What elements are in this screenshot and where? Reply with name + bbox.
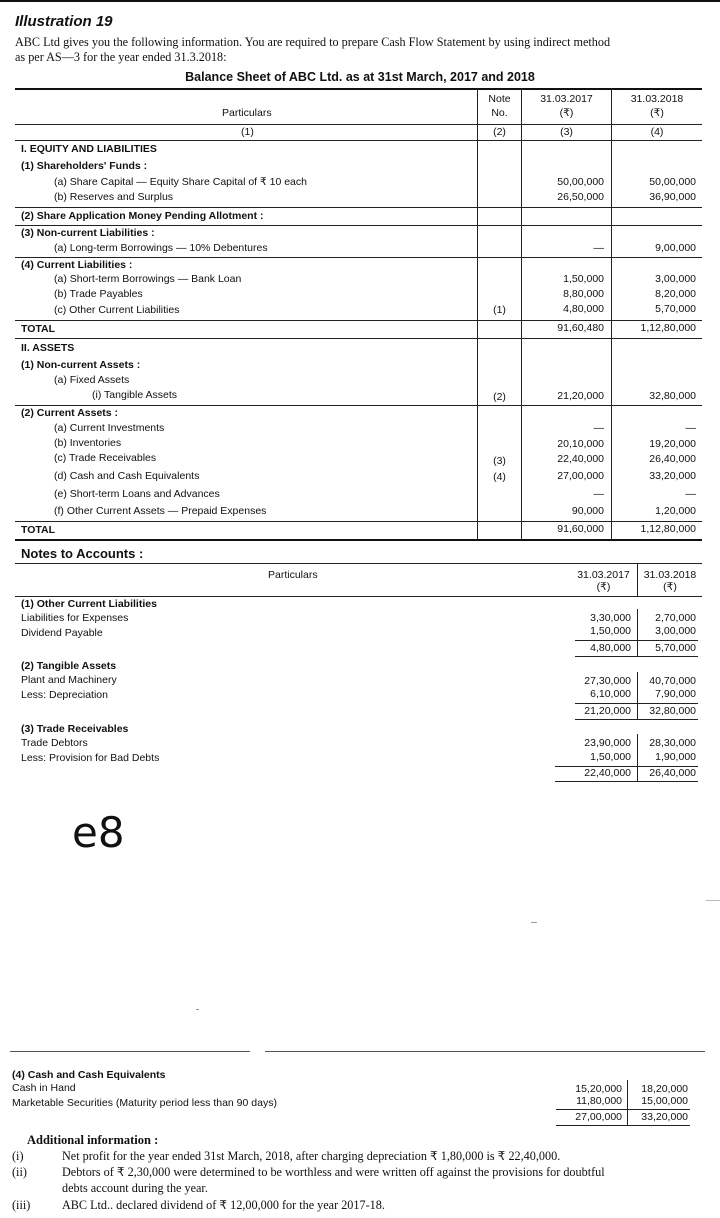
bs-head-no: No. <box>491 107 508 119</box>
note-3-line-1-2018: 28,30,000 <box>649 737 696 749</box>
note-4-total-rule <box>556 1109 690 1110</box>
bs-colnum-3: (3) <box>560 126 573 138</box>
bs-other-current-liabilities: (c) Other Current Liabilities <box>54 304 180 316</box>
note-3-total-2018: 26,40,000 <box>649 767 696 779</box>
bs-reserves: (b) Reserves and Surplus <box>54 191 174 203</box>
note-4-col-line <box>627 1080 628 1125</box>
note-4-head: (4) Cash and Cash Equivalents <box>12 1069 166 1081</box>
bs-tangible-2017: 21,20,000 <box>557 390 604 402</box>
bs-oca-2017: 90,000 <box>571 505 604 517</box>
intro-line-2: as per AS—3 for the year ended 31.3.2018: <box>15 50 227 64</box>
bs-share-capital-2017: 50,00,000 <box>557 176 604 188</box>
note-1-line-2-2017: 1,50,000 <box>590 625 631 637</box>
note-1-line-1: Liabilities for Expenses <box>21 612 129 624</box>
bs-share-capital: (a) Share Capital — Equity Share Capital of ₹ 10 each <box>54 176 307 188</box>
bs-ci-2018: — <box>685 422 696 434</box>
bs-inv-2018: 19,20,000 <box>649 438 696 450</box>
note-1-head: (1) Other Current Liabilities <box>21 598 157 610</box>
scan-rule <box>10 1051 250 1052</box>
additional-i-label: (i) <box>12 1149 24 1163</box>
bs-ltb-2017: — <box>593 242 604 254</box>
bs-cash-2018: 33,20,000 <box>649 470 696 482</box>
bs-head-note: Note <box>488 93 511 105</box>
bs-row-divider <box>15 207 702 208</box>
note-1-total-2018: 5,70,000 <box>655 642 696 654</box>
bs-shareholders-funds: (1) Shareholders' Funds : <box>21 160 148 172</box>
bs-total2-2018: 1,12,80,000 <box>640 523 696 535</box>
bs-tangible-assets: (i) Tangible Assets <box>92 389 178 401</box>
bs-ocl-note: (1) <box>493 304 506 316</box>
bs-share-application: (2) Share Application Money Pending Allotment : <box>21 210 264 222</box>
additional-iii-label: (iii) <box>12 1198 31 1212</box>
note-1-line-1-2018: 2,70,000 <box>655 612 696 624</box>
notes-head-particulars: Particulars <box>268 569 318 581</box>
note-2-col-line <box>637 672 638 719</box>
note-4-line-2: Marketable Securities (Maturity period less than 90 days) <box>12 1097 277 1109</box>
note-3-line-1: Trade Debtors <box>21 737 88 749</box>
note-1-col-line <box>637 609 638 656</box>
bs-long-term-borrowings: (a) Long-term Borrowings — 10% Debentures <box>54 242 268 254</box>
note-2-total-2018: 32,80,000 <box>649 705 696 717</box>
note-4-total-2017: 27,00,000 <box>575 1111 622 1123</box>
bs-cash-equivalents: (d) Cash and Cash Equivalents <box>54 470 200 482</box>
notes-top-border <box>15 563 702 564</box>
additional-title: Additional information : <box>27 1133 159 1147</box>
note-2-line-1-2017: 27,30,000 <box>584 675 631 687</box>
additional-ii-text-1: Debtors of ₹ 2,30,000 were determined to be worthless and were written off against the provisions for doubtful <box>62 1165 605 1179</box>
bs-tr-2018: 26,40,000 <box>649 453 696 465</box>
scan-rule <box>265 1051 705 1052</box>
bs-row-divider <box>15 338 702 339</box>
notes-head-2018: 31.03.2018 <box>643 569 697 581</box>
bs-trade-receivables: (c) Trade Receivables <box>54 452 157 464</box>
note-3-line-2-2017: 1,50,000 <box>590 751 631 763</box>
bs-current-liabilities: (4) Current Liabilities : <box>21 259 133 271</box>
bs-stla-2017: — <box>593 488 604 500</box>
bs-noncurrent-liabilities: (3) Non-current Liabilities : <box>21 227 155 239</box>
bs-stb-2018: 3,00,000 <box>655 273 696 285</box>
bs-tr-2017: 22,40,000 <box>557 453 604 465</box>
bs-head-2018: 31.03.2018 <box>630 93 684 105</box>
bs-cash-2017: 27,00,000 <box>557 470 604 482</box>
bs-colnum-2: (2) <box>493 126 506 138</box>
bs-current-investments: (a) Current Investments <box>54 422 165 434</box>
bs-head-2017-rupee: (₹) <box>559 107 574 119</box>
bs-row-divider <box>15 225 702 226</box>
illustration-title: Illustration 19 <box>15 13 113 30</box>
note-3-total-2017: 22,40,000 <box>584 767 631 779</box>
note-2-head: (2) Tangible Assets <box>21 660 117 672</box>
bs-inventories: (b) Inventories <box>54 437 122 449</box>
bs-trade-payables: (b) Trade Payables <box>54 288 143 300</box>
note-4-line-1: Cash in Hand <box>12 1082 76 1094</box>
bs-total-assets-label: TOTAL <box>21 524 56 536</box>
bs-tangible-2018: 32,80,000 <box>649 390 696 402</box>
note-2-line-2-2018: 7,90,000 <box>655 688 696 700</box>
additional-ii-label: (ii) <box>12 1165 27 1179</box>
bs-bottom-border <box>15 539 702 541</box>
note-3-total-underline <box>555 781 698 782</box>
notes-head-2017: 31.03.2017 <box>577 569 630 581</box>
bs-row-divider <box>15 257 702 258</box>
bs-tangible-note: (2) <box>493 391 506 403</box>
bs-top-border <box>15 88 702 90</box>
bs-head-divider <box>15 124 702 125</box>
bs-short-term-loans: (e) Short-term Loans and Advances <box>54 488 220 500</box>
bs-ci-2017: — <box>593 422 604 434</box>
bs-row-divider <box>15 521 702 522</box>
notes-head-2017-rupee: (₹) <box>596 581 611 593</box>
bs-colnum-divider <box>15 140 702 141</box>
note-3-head: (3) Trade Receivables <box>21 723 129 735</box>
bs-ltb-2018: 9,00,000 <box>655 242 696 254</box>
note-4-total-underline <box>556 1125 690 1126</box>
notes-head-2018-rupee: (₹) <box>663 581 677 593</box>
note-2-total-underline <box>575 719 698 720</box>
note-3-line-1-2017: 23,90,000 <box>584 737 631 749</box>
bs-reserves-2018: 36,90,000 <box>649 191 696 203</box>
balance-sheet-title: Balance Sheet of ABC Ltd. as at 31st March, 2017 and 2018 <box>185 70 535 84</box>
bs-ocl-2017: 4,80,000 <box>563 303 604 315</box>
note-2-line-1: Plant and Machinery <box>21 674 117 686</box>
note-1-total-underline <box>575 656 698 657</box>
bs-cash-note: (4) <box>493 471 506 483</box>
scan-mark <box>531 922 537 923</box>
scan-mark <box>706 900 720 901</box>
additional-ii-text-2: debts account during the year. <box>62 1181 208 1195</box>
handwritten-mark: e8 <box>72 808 125 857</box>
top-rule <box>0 0 720 2</box>
bs-head-particulars: Particulars <box>222 107 272 119</box>
note-3-line-2: Less: Provision for Bad Debts <box>21 752 160 764</box>
bs-current-assets: (2) Current Assets : <box>21 407 119 419</box>
scan-mark <box>196 1009 199 1010</box>
bs-equity-heading: I. EQUITY AND LIABILITIES <box>21 143 157 155</box>
note-4-line-2-2018: 15,00,000 <box>641 1095 688 1107</box>
bs-colnum-1: (1) <box>241 126 254 138</box>
bs-total1-2018: 1,12,80,000 <box>640 322 696 334</box>
bs-tr-note: (3) <box>493 455 506 467</box>
note-4-total-2018: 33,20,000 <box>641 1111 688 1123</box>
bs-reserves-2017: 26,50,000 <box>557 191 604 203</box>
bs-inv-2017: 20,10,000 <box>557 438 604 450</box>
bs-total1-2017: 91,60,480 <box>557 322 604 334</box>
additional-i-text: Net profit for the year ended 31st March, 2018, after charging depreciation ₹ 1,80,000 is ₹ 22,40,000. <box>62 1149 561 1163</box>
note-4-line-1-2018: 18,20,000 <box>641 1083 688 1095</box>
note-1-line-2: Dividend Payable <box>21 627 103 639</box>
note-1-line-2-2018: 3,00,000 <box>655 625 696 637</box>
bs-ocl-2018: 5,70,000 <box>655 303 696 315</box>
note-4-line-1-2017: 15,20,000 <box>575 1083 622 1095</box>
bs-total-liabilities-label: TOTAL <box>21 323 56 335</box>
bs-tp-2018: 8,20,000 <box>655 288 696 300</box>
note-2-line-1-2018: 40,70,000 <box>649 675 696 687</box>
note-2-line-2: Less: Depreciation <box>21 689 108 701</box>
bs-assets-heading: II. ASSETS <box>21 342 75 354</box>
intro-line-1: ABC Ltd gives you the following information. You are required to prepare Cash Flow Statement by using indirect method <box>15 35 611 49</box>
notes-head-divider <box>15 596 702 597</box>
note-1-total-2017: 4,80,000 <box>590 642 631 654</box>
note-2-line-2-2017: 6,10,000 <box>590 688 631 700</box>
bs-total2-2017: 91,60,000 <box>557 523 604 535</box>
note-1-line-1-2017: 3,30,000 <box>590 612 631 624</box>
bs-row-divider <box>15 320 702 321</box>
bs-head-2017: 31.03.2017 <box>540 93 593 105</box>
bs-short-term-borrowings: (a) Short-term Borrowings — Bank Loan <box>54 273 242 285</box>
bs-tp-2017: 8,80,000 <box>563 288 604 300</box>
note-3-line-2-2018: 1,90,000 <box>655 751 696 763</box>
bs-head-2018-rupee: (₹) <box>650 107 664 119</box>
bs-noncurrent-assets: (1) Non-current Assets : <box>21 359 141 371</box>
bs-row-divider <box>15 405 702 406</box>
notes-title: Notes to Accounts : <box>21 546 144 561</box>
bs-oca-2018: 1,20,000 <box>655 505 696 517</box>
bs-stb-2017: 1,50,000 <box>563 273 604 285</box>
additional-iii-text: ABC Ltd.. declared dividend of ₹ 12,00,000 for the year 2017-18. <box>62 1198 385 1212</box>
bs-share-capital-2018: 50,00,000 <box>649 176 696 188</box>
note-4-line-2-2017: 11,80,000 <box>576 1095 622 1107</box>
bs-colnum-4: (4) <box>650 126 664 138</box>
bs-fixed-assets: (a) Fixed Assets <box>54 374 130 386</box>
note-3-col-line <box>637 734 638 781</box>
bs-other-current-assets: (f) Other Current Assets — Prepaid Expenses <box>54 505 267 517</box>
bs-stla-2018: — <box>685 488 696 500</box>
note-2-total-2017: 21,20,000 <box>584 705 631 717</box>
